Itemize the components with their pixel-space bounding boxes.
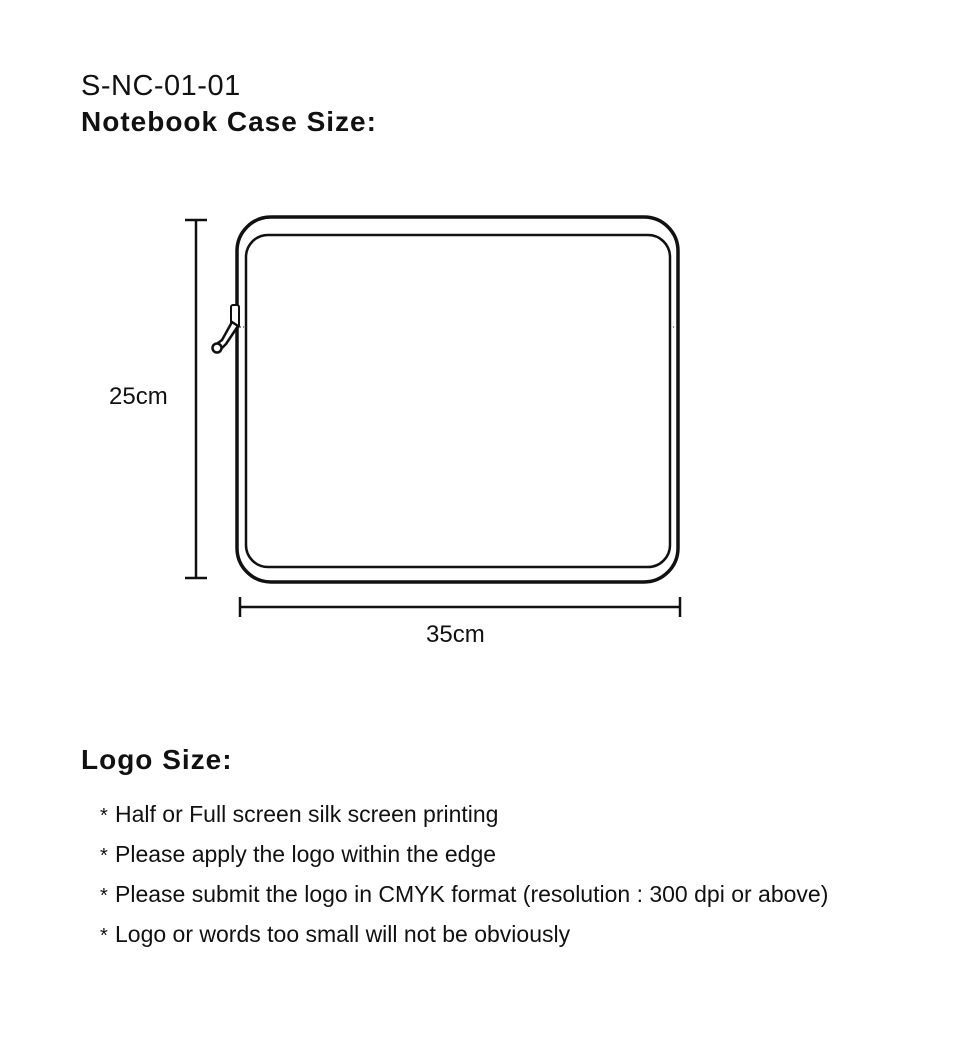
case-size-heading: Notebook Case Size: <box>81 106 377 137</box>
note-text: Logo or words too small will not be obviously <box>115 921 571 947</box>
width-dimension-label: 35cm <box>426 621 485 648</box>
asterisk-bullet-icon: * <box>100 925 108 947</box>
list-item <box>100 876 828 916</box>
model-code: S-NC-01-01 <box>81 70 241 102</box>
list-item <box>100 796 828 836</box>
sleeve-inner-edge <box>246 235 670 567</box>
list-item <box>100 916 828 956</box>
width-dimension-line <box>240 597 680 617</box>
asterisk-bullet-icon: * <box>100 885 108 907</box>
asterisk-bullet-icon: * <box>100 845 108 867</box>
asterisk-bullet-icon: * <box>100 805 108 827</box>
logo-size-heading: Logo Size: <box>81 744 233 775</box>
zipper-pull-icon <box>213 305 240 353</box>
sleeve-outer-edge <box>237 217 678 582</box>
logo-notes-list <box>100 796 828 956</box>
note-text: Half or Full screen silk screen printing <box>115 801 499 827</box>
list-item <box>100 836 828 876</box>
note-text: Please apply the logo within the edge <box>115 841 497 867</box>
height-dimension-line <box>185 220 207 578</box>
height-dimension-label: 25cm <box>109 383 168 410</box>
note-text: Please submit the logo in CMYK format (resolution : 300 dpi or above) <box>115 881 829 907</box>
laptop-sleeve-outline <box>237 217 678 582</box>
